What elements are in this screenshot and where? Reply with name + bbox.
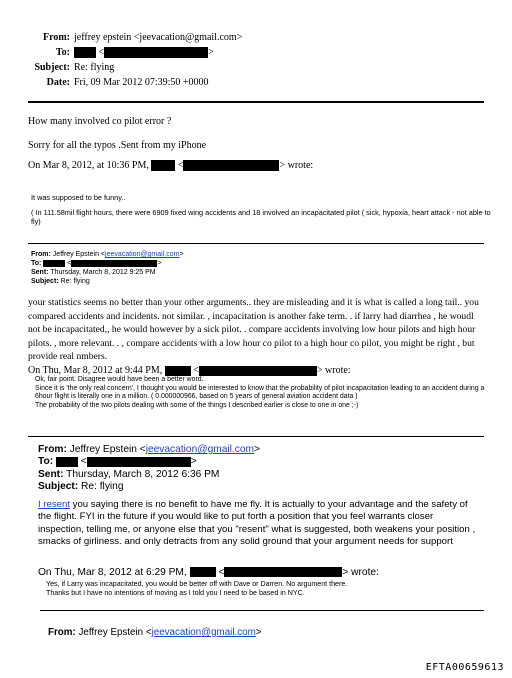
msg4-from-name: Jeffrey Epstein < — [78, 627, 152, 638]
quote-block-1 — [31, 193, 491, 226]
msg2-header — [31, 250, 184, 286]
quote-block-2 — [35, 376, 485, 410]
msg3-body — [38, 499, 476, 548]
redaction-box — [104, 47, 208, 58]
header-divider — [28, 101, 484, 103]
quote-divider-2 — [28, 436, 484, 437]
to-gt: > — [208, 47, 214, 58]
redaction-box — [71, 260, 157, 267]
redaction-box — [165, 366, 191, 376]
msg3-header — [38, 444, 260, 493]
msg2-subject-value: Re: flying — [60, 278, 90, 285]
to-lt: < — [98, 47, 105, 58]
quote-intro-3 — [38, 567, 379, 578]
msg2-from-name: Jeffrey Epstein < — [52, 251, 106, 258]
date-value: Fri, 09 Mar 2012 07:39:50 +0000 — [74, 77, 209, 88]
quote-divider-3 — [40, 610, 484, 611]
quote-2-line-1: Ok, fair point. Disagree would have been a better word. — [35, 376, 204, 383]
msg2-to-label: To: — [31, 260, 42, 267]
msg3-sent-label: Sent: — [38, 468, 64, 480]
subject-value: Re: flying — [74, 62, 115, 73]
msg4-email-link[interactable]: jeevacation@gmail.com — [151, 627, 256, 638]
msg3-from-name: Jeffrey Epstein < — [69, 444, 146, 455]
msg3-sent-value: Thursday, March 8, 2012 6:36 PM — [66, 468, 220, 480]
to-label: To: — [55, 47, 70, 58]
redaction-box — [151, 160, 175, 171]
msg3-body-text: you saying there is no benefit to have me fly. It is actually to your advantage and the safety of the flight. FYI in the future if you would like to put forth a position that you feel warrants closer inspection, telling me, or anyone else that you "resent" what is suggested, both weakens your position , smacks of girliness. and only detracts from any solid ground that your argument needs for support — [38, 499, 476, 547]
msg2-to-lt: < — [67, 260, 72, 267]
quote-3-suffix: > wrote: — [342, 567, 379, 578]
quote-intro-2 — [28, 365, 351, 376]
quote-1-line-2: ( In 111.58mil flight hours, there were 6909 fixed wing accidents and 18 involved an incapacitated pilot ( sick, hypoxia, heart attack - not able to fly) — [31, 208, 491, 226]
date-label: Date: — [46, 77, 70, 88]
msg3-email-link[interactable]: jeevacation@gmail.com — [145, 444, 255, 455]
msg2-email-link[interactable]: jeevacation@gmail.com — [105, 251, 180, 258]
msg2-from-label: From: — [31, 251, 51, 258]
quote-block-3 — [46, 580, 486, 598]
msg3-to-lt: < — [80, 456, 87, 468]
redaction-box — [224, 567, 342, 577]
quote-divider-1 — [28, 243, 484, 244]
quote-intro-lt: < — [177, 160, 184, 171]
msg2-from-end: > — [179, 251, 184, 258]
msg2-sent-value: Thursday, March 8, 2012 9:25 PM — [50, 269, 156, 276]
document-id: EFTA00659613 — [425, 662, 504, 673]
quote-intro-prefix: On Mar 8, 2012, at 10:36 PM, — [28, 160, 149, 171]
quote-1-line-1: It was supposed to be funny.. — [31, 193, 126, 202]
redaction-box — [199, 366, 317, 376]
redaction-box — [190, 567, 216, 577]
redaction-box — [183, 160, 279, 171]
from-value: jeffrey epstein <jeevacation@gmail.com> — [74, 32, 243, 43]
quote-intro-1 — [28, 160, 313, 171]
msg3-from-end: > — [254, 444, 260, 455]
quote-2-line-2: Since it is 'the only real concern', I thought you would be interested to know that the probability of pilot incapacitation leading to an accident during a 6hour flight is literally one in a million. ( 0.000000966, based on 5 years of general aviation accident data ) — [35, 384, 485, 401]
quote-intro-suffix: > wrote: — [279, 160, 314, 171]
quote-2-suffix: > wrote: — [316, 365, 351, 376]
msg4-from-label: From: — [48, 627, 76, 638]
quote-2-line-3: The probability of the two pilots dealing with some of the things I described earlier is close to one in one ;-) — [35, 401, 359, 409]
from-label: From: — [42, 32, 70, 43]
msg3-resent-link[interactable]: I resent — [38, 499, 70, 510]
subject-label: Subject: — [34, 62, 70, 73]
quote-3-line-2: Thanks but I have no intentions of moving as I told you I need to be based in NYC. — [46, 589, 305, 597]
quote-3-prefix: On Thu, Mar 8, 2012 at 6:29 PM, — [38, 567, 187, 578]
msg2-body: your statistics seems no better than your other arguments.. they are misleading and it is what is called a long tail.. you compared accidents and incidents. not similar. , incapacitation is another fake term. . if larry had diarrhea , he woudl not be incapacitated,, he would however by a sick pilot. . compare accidents involving low hour pilots and high hour pilots. , more relevant. . , compare accidents with a low hour co pilot to a high hour co pilot, you might be right , but provide real nmbers. — [28, 297, 479, 363]
body-line-1: How many involved co pilot error ? — [28, 116, 172, 127]
quote-3-lt: < — [218, 567, 225, 578]
quote-3-line-1: Yes, if Larry was incapacitated, you would be better off with Dave or Darren. No argument there. — [46, 580, 348, 588]
msg3-to-label: To: — [38, 456, 54, 468]
redaction-box — [87, 457, 191, 467]
quote-2-lt: < — [193, 365, 199, 376]
msg3-from-label: From: — [38, 444, 67, 455]
msg2-subject-label: Subject: — [31, 278, 59, 285]
body-line-2: Sorry for all the typos .Sent from my iPhone — [28, 140, 207, 151]
redaction-box — [74, 47, 96, 58]
quote-2-prefix: On Thu, Mar 8, 2012 at 9:44 PM, — [28, 365, 163, 376]
msg2-to-gt: > — [157, 260, 162, 267]
msg3-to-gt: > — [190, 456, 197, 468]
redaction-box — [56, 457, 78, 467]
msg4-header — [48, 627, 261, 638]
msg2-sent-label: Sent: — [31, 269, 49, 276]
msg3-subject-value: Re: flying — [81, 480, 124, 492]
msg3-subject-label: Subject: — [38, 480, 79, 492]
msg4-from-end: > — [255, 627, 262, 638]
redaction-box — [43, 260, 65, 267]
